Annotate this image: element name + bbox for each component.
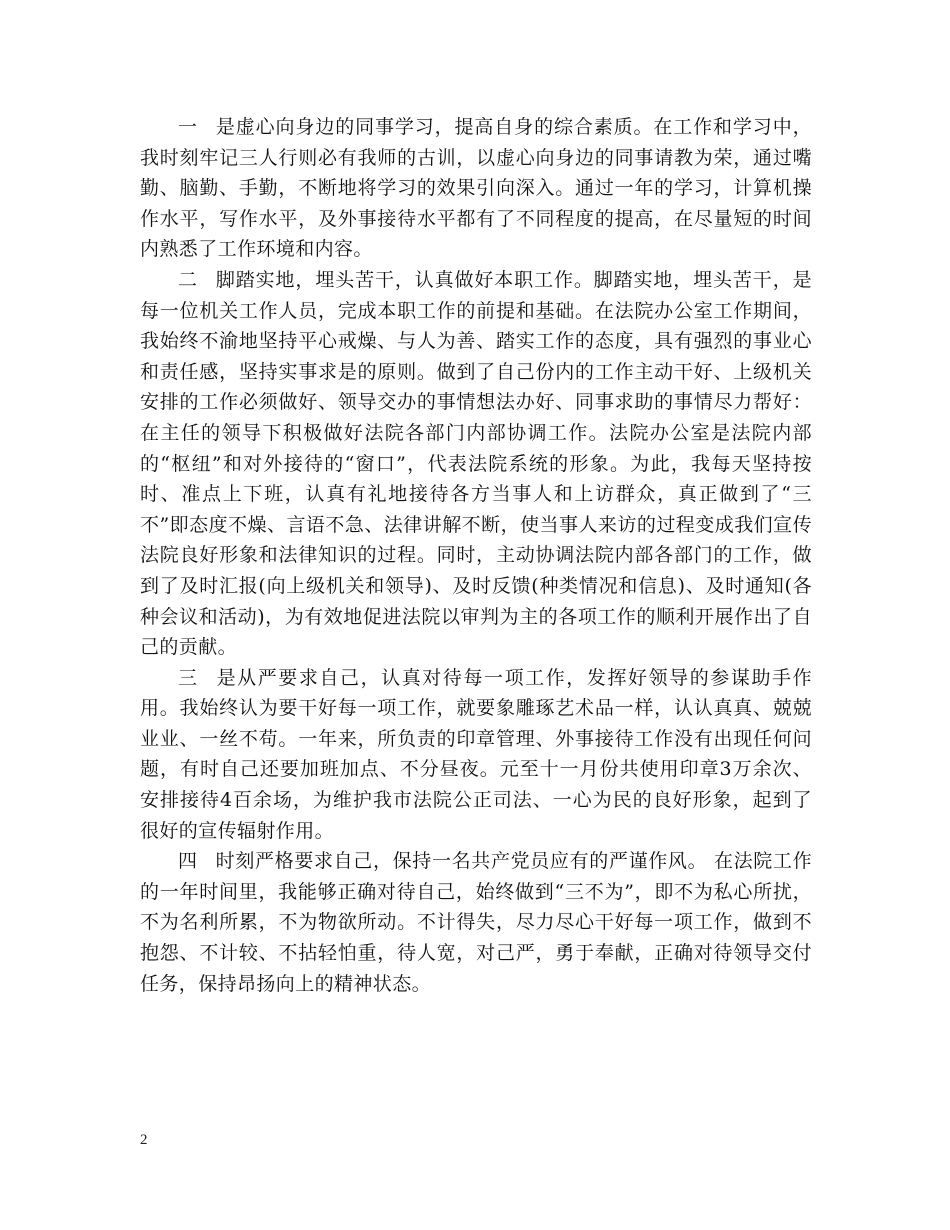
paragraph-2-lead: 二 (178, 268, 198, 291)
paragraph-2 (140, 265, 812, 663)
paragraph-3 (140, 663, 812, 847)
paragraph-4 (140, 846, 812, 999)
paragraph-4-lead: 四 (178, 850, 198, 873)
paragraph-1-text: 是虚心向身边的同事学习，提高自身的综合素质。在工作和学习中，我时刻牢记三人行则必有我师的古训，以虚心向身边的同事请教为荣，通过嘴勤、脑勤、手勤，不断地将学习的效果引向深入。通过一年的学习，计算机操作水平，写作水平，及外事接待水平都有了不同程度的提高，在尽量短的时间内熟悉了工作环境和内容。 (140, 116, 812, 261)
paragraph-1 (140, 112, 812, 265)
paragraph-4-text: 时刻严格要求自己，保持一名共产党员应有的严谨作风。 在法院工作的一年时间里，我能够正确对待自己，始终做到“三不为”，即不为私心所扰，不为名利所累，不为物欲所动。不计得失，尽力尽心干好每一项工作，做到不抱怨、不计较、不拈轻怕重，待人宽，对己严，勇于奉献，正确对待领导交付任务，保持昂扬向上的精神状态。 (140, 850, 812, 995)
paragraph-1-lead: 一 (178, 116, 198, 138)
paragraph-3-text: 是从严要求自己，认真对待每一项工作，发挥好领导的参谋助手作用。我始终认为要干好每一项工作，就要象雕琢艺术品一样，认认真真、兢兢业业、一丝不苟。一年来，所负责的印章管理、外事接待工作没有出现任何问题，有时自己还要加班加点、不分昼夜。元至十一月份共使用印章3万余次、安排接待4百余场，为维护我市法院公正司法、一心为民的良好形象，起到了很好的宣传辐射作用。 (140, 666, 812, 842)
page-number: 2 (140, 1132, 148, 1148)
document-body (140, 112, 812, 999)
paragraph-3-lead: 三 (178, 666, 199, 689)
paragraph-2-text: 脚踏实地，埋头苦干，认真做好本职工作。脚踏实地，埋头苦干，是每一位机关工作人员，完成本职工作的前提和基础。在法院办公室工作期间，我始终不渝地坚持平心戒燥、与人为善、踏实工作的态度，具有强烈的事业心和责任感，坚持实事求是的原则。做到了自己份内的工作主动干好、上级机关安排的工作必须做好、领导交办的事情想法办好、同事求助的事情尽力帮好：在主任的领导下积极做好法院各部门内部协调工作。法院办公室是法院内部的“枢纽”和对外接待的“窗口”，代表法院系统的形象。为此，我每天坚持按时、准点上下班，认真有礼地接待各方当事人和上访群众，真正做到了“三不”即态度不燥、言语不急、法律讲解不断，使当事人来访的过程变成我们宣传法院良好形象和法律知识的过程。同时，主动协调法院内部各部门的工作，做到了及时汇报(向上级机关和领导)、及时反馈(种类情况和信息)、及时通知(各种会议和活动)，为有效地促进法院以审判为主的各项工作的顺利开展作出了自己的贡献。 (140, 268, 812, 659)
